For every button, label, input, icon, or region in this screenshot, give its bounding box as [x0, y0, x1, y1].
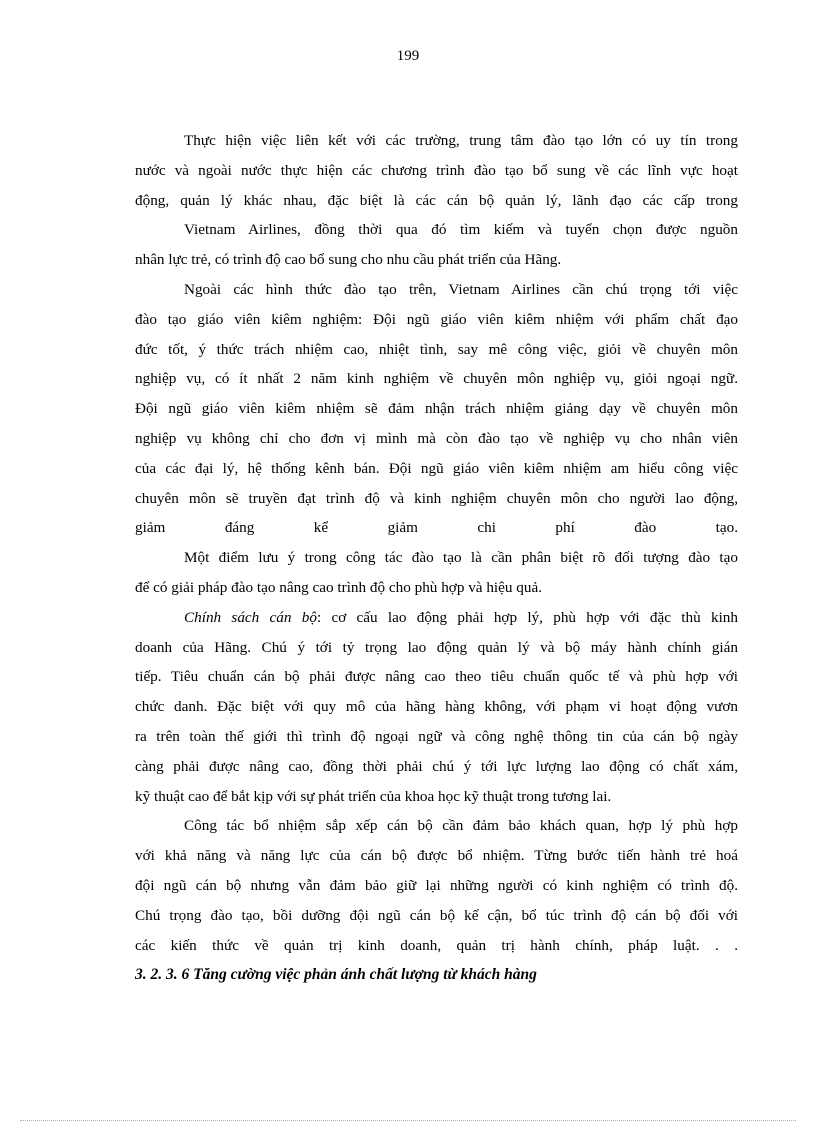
text-run: : cơ cấu lao động phải hợp lý, phù hợp với đặc thù kinh	[316, 608, 738, 626]
paragraph	[135, 811, 738, 960]
text-line: Chú trọng đào tạo, bồi dưỡng đội ngũ cán bộ kế cận, bổ túc trình độ cán bộ đối với	[135, 906, 738, 924]
text-line: chuyên môn sẽ truyền đạt trình độ và kinh nghiệm chuyên môn cho người lao động,	[135, 489, 738, 507]
text-line: đào tạo giáo viên kiêm nghiệm: Đội ngũ giáo viên kiêm nhiệm với phẩm chất đạo	[135, 310, 738, 328]
text-line: với khả năng và năng lực của cán bộ được bổ nhiệm. Từng bước tiến hành trẻ hoá	[135, 847, 738, 865]
text-line: của các đại lý, hệ thống kênh bán. Đội ngũ giáo viên kiêm nhiệm am hiểu công việc	[135, 459, 738, 477]
italic-lead: Chính sách cán bộ	[184, 608, 317, 626]
text-line: càng phải được nâng cao, đồng thời phải chú ý tới lực lượng lao động có chất xám,	[135, 757, 738, 775]
text-line: kỹ thuật cao để bắt kịp với sự phát triển của khoa học kỹ thuật trong tương lai.	[135, 787, 612, 805]
text-line: Đội ngũ giáo viên kiêm nhiệm sẽ đảm nhận trách nhiệm giảng dạy về chuyên môn	[135, 400, 738, 418]
text-line: nghiệp vụ, có ít nhất 2 năm kinh nghiệm về chuyên môn nghiệp vụ, giỏi ngoại ngữ.	[135, 370, 738, 388]
page-bottom-divider	[20, 1120, 796, 1121]
text-line: đức tốt, ý thức trách nhiệm cao, nhiệt tình, say mê công việc, giỏi về chuyên môn	[135, 340, 738, 358]
text-line: doanh của Hãng. Chú ý tới tỷ trọng lao động quản lý và bộ máy hành chính gián	[135, 638, 738, 656]
text-line: Thực hiện việc liên kết với các trường, trung tâm đào tạo lớn có uy tín trong	[184, 132, 738, 149]
text-line: ra trên toàn thế giới thì trình độ ngoại ngữ và công nghệ thông tin của cán bộ ngày	[135, 727, 738, 745]
paragraph	[135, 603, 738, 812]
text-line: nhân lực trẻ, có trình độ cao bổ sung cho nhu cầu phát triển của Hãng.	[135, 251, 562, 269]
text-line: Một điểm lưu ý trong công tác đào tạo là cần phân biệt rõ đối tượng đào tạo	[184, 549, 738, 567]
text-line: các kiến thức về quản trị kinh doanh, quản trị hành chính, pháp luật. . .	[135, 936, 738, 954]
paragraph	[135, 275, 738, 543]
paragraph	[135, 126, 738, 275]
text-line: giảm đáng kể giảm chi phí đào tạo.	[135, 519, 738, 537]
text-line: để có giải pháp đào tạo nâng cao trình độ cho phù hợp và hiệu quả.	[135, 578, 543, 596]
paragraph	[135, 543, 738, 603]
document-body	[135, 126, 738, 990]
text-line: nghiệp vụ không chỉ cho đơn vị mình mà còn đào tạo về nghiệp vụ cho nhân viên	[135, 429, 738, 447]
text-line: nước và ngoài nước thực hiện các chương trình đào tạo bổ sung về các lĩnh vực hoạt	[135, 161, 738, 179]
text-line: chức danh. Đặc biệt với quy mô của hãng hàng không, với phạm vi hoạt động vươn	[135, 698, 738, 716]
text-line: Ngoài các hình thức đào tạo trên, Vietnam Airlines cần chú trọng tới việc	[184, 280, 738, 298]
text-line: đội ngũ cán bộ nhưng vẫn đảm bảo giữ lại những người có kinh nghiệm có trình độ.	[135, 876, 738, 894]
text-line: động, quản lý khác nhau, đặc biệt là các cán bộ quản lý, lãnh đạo các cấp trong	[135, 191, 738, 209]
section-heading: 3. 2. 3. 6 Tăng cường việc phản ánh chất lượng từ khách hàng	[135, 966, 537, 984]
page-number: 199	[396, 48, 420, 64]
text-line	[135, 603, 738, 633]
text-line: Vietnam Airlines, đồng thời qua đó tìm kiếm và tuyển chọn được nguồn	[184, 221, 738, 239]
text-line: tiếp. Tiêu chuẩn cán bộ phải được nâng cao theo tiêu chuẩn quốc tế và phù hợp với	[135, 668, 738, 686]
text-line: Công tác bổ nhiệm sắp xếp cán bộ cần đảm bảo khách quan, hợp lý phù hợp	[184, 817, 738, 835]
